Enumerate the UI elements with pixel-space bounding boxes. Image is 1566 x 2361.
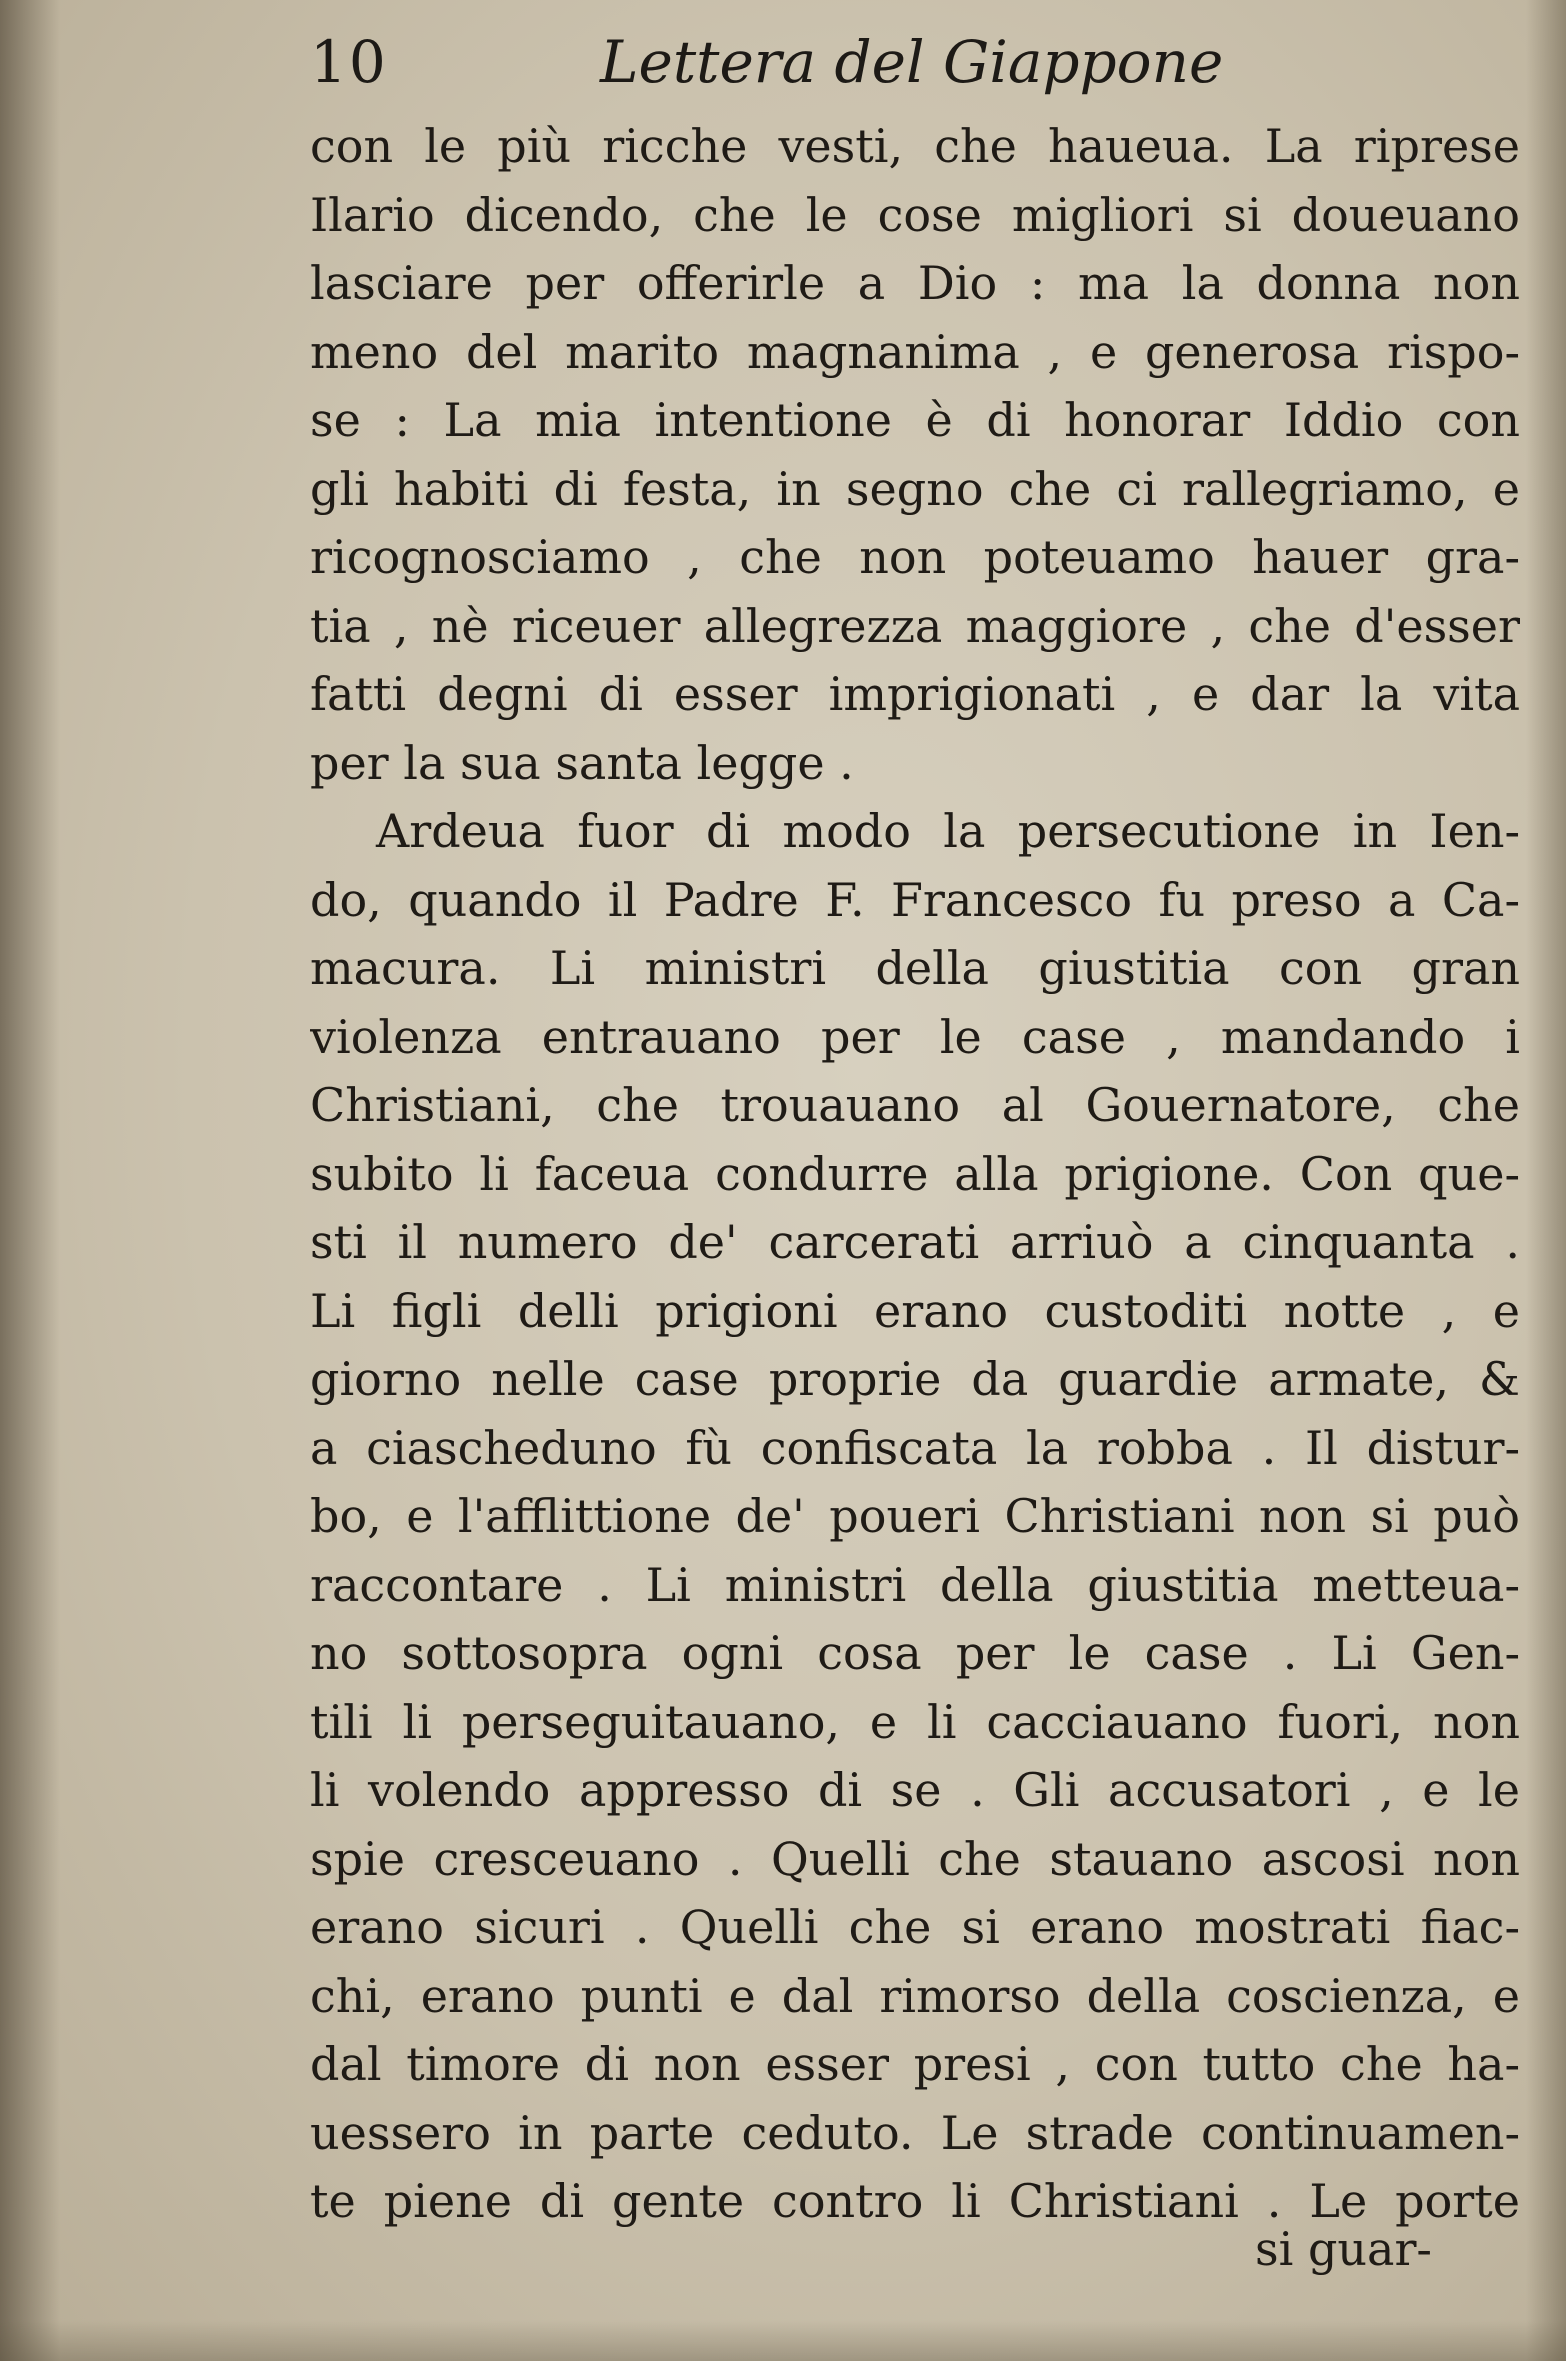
page-edge-bottom	[0, 2321, 1566, 2361]
gutter-shadow	[0, 0, 60, 2361]
text-line: violenza entrauano per le case , mandando i	[310, 1009, 1520, 1064]
text-line: spie cresceuano . Quelli che stauano ascosi non	[310, 1831, 1520, 1886]
text-line: con le più ricche vesti, che haueua. La riprese	[310, 119, 1520, 173]
text-line: tia , nè riceuer allegrezza maggiore , che d'esser	[310, 598, 1520, 653]
text-line: per la sua santa legge .	[310, 735, 854, 790]
text-line: dal timore di non esser presi , con tutto che ha-	[310, 2037, 1520, 2091]
catchword: si guar-	[1255, 2222, 1432, 2276]
page-number: 10	[310, 28, 388, 96]
text-line: tili li perseguitauano, e li cacciauano fuori, non	[310, 1694, 1520, 1749]
text-line: li volendo appresso di se . Gli accusatori , e le	[310, 1763, 1520, 1817]
text-line: se : La mia intentione è di honorar Iddio con	[310, 393, 1520, 447]
text-line: no sottosopra ogni cosa per le case . Li Gen-	[310, 1626, 1520, 1680]
running-head	[310, 28, 1550, 108]
text-line: Li figli delli prigioni erano custoditi notte , e	[310, 1283, 1520, 1338]
page-edge-right	[1526, 0, 1566, 2361]
text-line: fatti degni di esser imprigionati , e dar la vita	[310, 667, 1520, 721]
text-line: uessero in parte ceduto. Le strade continuamen-	[310, 2105, 1520, 2160]
text-line: chi, erano punti e dal rimorso della coscienza, e	[310, 1968, 1520, 2023]
page-header-title: Lettera del Giappone	[600, 28, 1224, 96]
text-line: bo, e l'afflittione de' poueri Christiani non si può	[310, 1489, 1520, 1543]
text-line: meno del marito magnanima , e generosa rispo-	[310, 324, 1520, 379]
body-text	[310, 112, 1520, 2236]
text-line: giorno nelle case proprie da guardie armate, &	[310, 1352, 1520, 1406]
text-line: gli habiti di festa, in segno che ci rallegriamo, e	[310, 461, 1520, 516]
text-line: lasciare per offerirle a Dio : ma la donna non	[310, 256, 1520, 310]
text-line: a ciascheduno fù confiscata la robba . Il distur-	[310, 1420, 1520, 1475]
text-line: Ilario dicendo, che le cose migliori si doueuano	[310, 187, 1520, 242]
text-line: do, quando il Padre F. Francesco fu preso a Ca-	[310, 872, 1520, 927]
text-line: erano sicuri . Quelli che si erano mostrati fiac-	[310, 1900, 1520, 1954]
text-line: te piene di gente contro li Christiani . Le porte	[310, 2174, 1520, 2228]
text-line: sti il numero de' carcerati arriuò a cinquanta .	[310, 1215, 1520, 1269]
text-line: Ardeua fuor di modo la persecutione in Ien-	[376, 804, 1520, 858]
text-line: raccontare . Li ministri della giustitia metteua-	[310, 1557, 1520, 1612]
text-line: subito li faceua condurre alla prigione. Con que-	[310, 1146, 1520, 1201]
text-line: macura. Li ministri della giustitia con gran	[310, 941, 1520, 995]
text-line: ricognosciamo , che non poteuamo hauer gra-	[310, 530, 1520, 584]
text-line: Christiani, che trouauano al Gouernatore, che	[310, 1078, 1520, 1132]
